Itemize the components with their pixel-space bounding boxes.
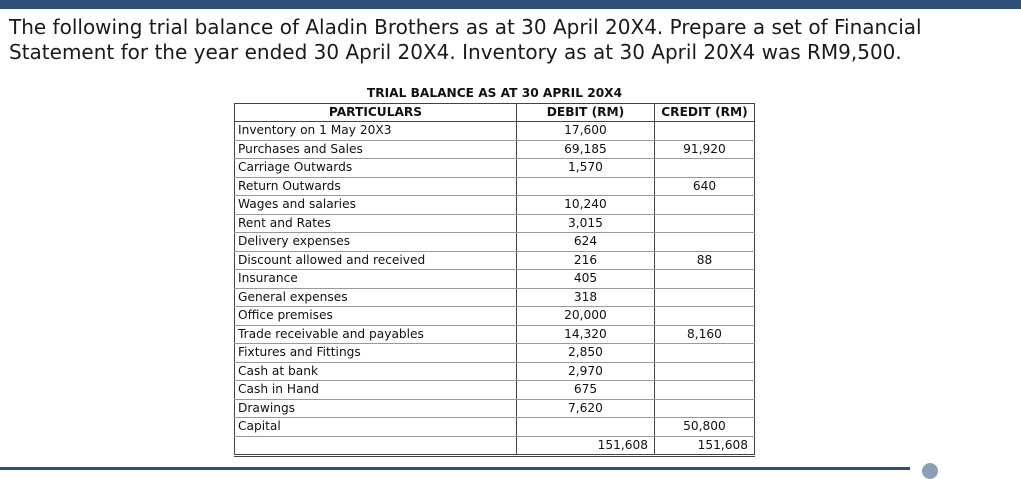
debit-cell [517,418,655,437]
header-credit: CREDIT (RM) [655,103,755,122]
credit-cell [655,122,755,141]
table-row [235,159,755,178]
debit-cell: 216 [517,251,655,270]
debit-cell: 1,570 [517,159,655,178]
table-body [235,122,755,456]
table-row [235,288,755,307]
question-line-2: Statement for the year ended 30 April 20X4. Inventory as at 30 April 20X4 was RM9,500. [9,40,902,64]
particulars-cell: Delivery expenses [235,233,517,252]
debit-cell: 3,015 [517,214,655,233]
table-row [235,307,755,326]
table-row [235,362,755,381]
debit-cell: 405 [517,270,655,289]
table-row [235,196,755,215]
credit-cell: 88 [655,251,755,270]
particulars-cell: Rent and Rates [235,214,517,233]
table-row [235,140,755,159]
credit-cell: 640 [655,177,755,196]
particulars-cell: Cash in Hand [235,381,517,400]
question-text [9,15,1009,65]
table-row [235,122,755,141]
debit-cell: 318 [517,288,655,307]
slide-marker-dot [922,463,938,479]
credit-cell [655,362,755,381]
table-row [235,418,755,437]
particulars-cell: Insurance [235,270,517,289]
top-accent-bar [0,0,1021,9]
particulars-cell: Purchases and Sales [235,140,517,159]
particulars-cell: Inventory on 1 May 20X3 [235,122,517,141]
particulars-cell: Discount allowed and received [235,251,517,270]
table-row [235,381,755,400]
debit-cell: 624 [517,233,655,252]
debit-total: 151,608 [517,436,655,456]
debit-cell: 17,600 [517,122,655,141]
table-row [235,270,755,289]
credit-cell [655,214,755,233]
credit-cell: 91,920 [655,140,755,159]
table-row [235,233,755,252]
credit-cell [655,381,755,400]
table-row [235,214,755,233]
header-particulars: PARTICULARS [235,103,517,122]
header-debit: DEBIT (RM) [517,103,655,122]
debit-cell: 7,620 [517,399,655,418]
debit-cell: 20,000 [517,307,655,326]
particulars-cell: General expenses [235,288,517,307]
credit-total: 151,608 [655,436,755,456]
credit-cell [655,344,755,363]
particulars-cell: Trade receivable and payables [235,325,517,344]
table-row [235,177,755,196]
question-line-1: The following trial balance of Aladin Brothers as at 30 April 20X4. Prepare a set of Financial [9,15,922,39]
particulars-cell: Capital [235,418,517,437]
credit-cell [655,288,755,307]
table-row [235,344,755,363]
particulars-cell: Wages and salaries [235,196,517,215]
debit-cell: 10,240 [517,196,655,215]
table-row [235,399,755,418]
table-title: TRIAL BALANCE AS AT 30 APRIL 20X4 [366,86,623,101]
particulars-cell: Office premises [235,307,517,326]
particulars-cell: Drawings [235,399,517,418]
debit-cell [517,177,655,196]
debit-cell: 69,185 [517,140,655,159]
credit-cell [655,196,755,215]
table-row [235,325,755,344]
credit-cell: 50,800 [655,418,755,437]
credit-cell [655,399,755,418]
debit-cell: 14,320 [517,325,655,344]
debit-cell: 2,970 [517,362,655,381]
credit-cell [655,307,755,326]
trial-balance-table [234,85,755,457]
particulars-cell: Fixtures and Fittings [235,344,517,363]
credit-cell [655,233,755,252]
credit-cell [655,270,755,289]
particulars-cell: Carriage Outwards [235,159,517,178]
particulars-cell: Return Outwards [235,177,517,196]
totals-label-cell [235,436,517,456]
bottom-accent-bar [0,467,910,470]
credit-cell [655,159,755,178]
totals-row [235,436,755,456]
table-row [235,251,755,270]
particulars-cell: Cash at bank [235,362,517,381]
credit-cell: 8,160 [655,325,755,344]
debit-cell: 675 [517,381,655,400]
debit-cell: 2,850 [517,344,655,363]
